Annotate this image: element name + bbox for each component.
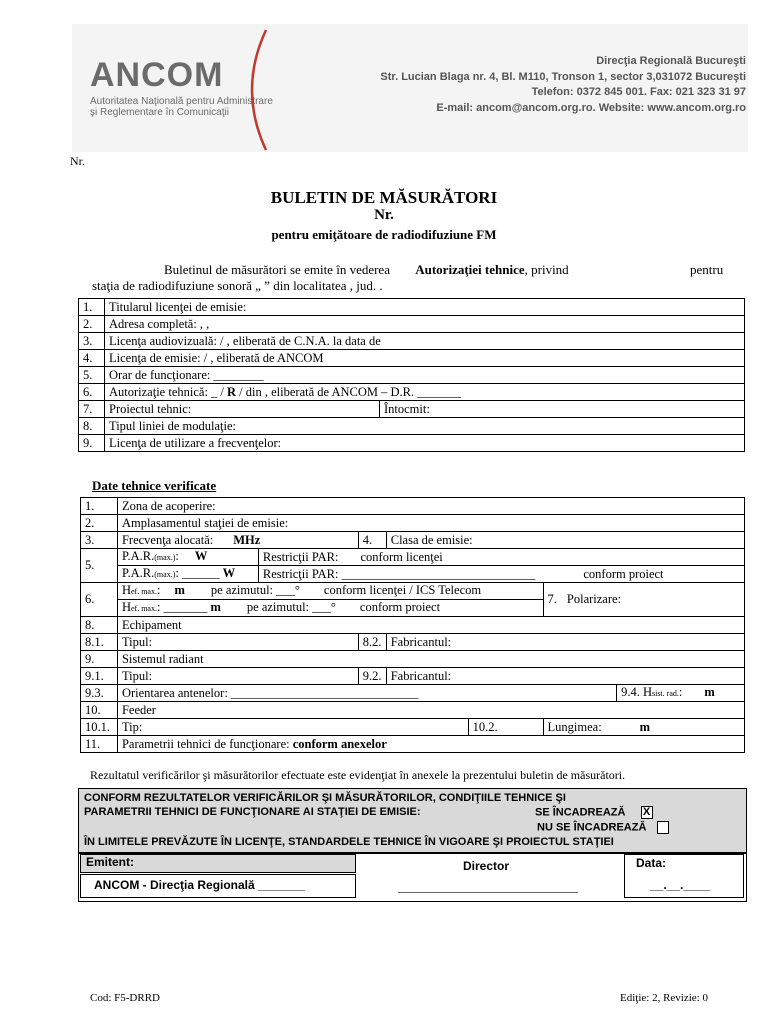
- cell-text: Restricţii PAR: _______________________________: [262, 566, 536, 581]
- table-cell: Fabricantul:: [386, 634, 744, 651]
- cell-text: P.A.R.: [121, 566, 155, 580]
- cell-text: conform licenţei / ICS Telecom: [323, 583, 482, 597]
- table-cell: Licenţa de utilizare a frecvenţelor:: [105, 435, 745, 452]
- table-cell: [117, 532, 358, 549]
- table-cell: Hef. max.: m pe azimutul: ___° conform licenţei / ICS Telecom: [117, 583, 543, 600]
- cell-text: : _______: [156, 600, 211, 614]
- table-cell: [105, 384, 745, 401]
- option-noncompliant: NU SE ÎNCADREAZĂ: [537, 821, 669, 835]
- table-cell: Întocmit:: [380, 401, 745, 418]
- cell-text: H: [642, 685, 652, 699]
- logo-arc-icon: [236, 28, 276, 152]
- cell-text: W: [194, 549, 208, 563]
- edition-revision: Ediţie: 2, Revizie: 0: [620, 992, 708, 1004]
- cell-text: W: [222, 566, 236, 580]
- date-label: Data:: [636, 856, 667, 870]
- table-row: [81, 566, 745, 583]
- table-cell: Feeder: [117, 702, 744, 719]
- logo-subtitle: Autoritatea Naţională pentru Administrare şi Reglementare în Comunicaţii: [90, 96, 273, 118]
- cell-text: pe azimutul: ___°: [210, 583, 300, 597]
- table-cell: 9.: [79, 435, 105, 452]
- table-row: [81, 685, 745, 702]
- cell-text: / din , eliberată de ANCOM – D.R. _______: [236, 384, 462, 399]
- section-title: Date tehnice verificate: [92, 478, 217, 493]
- phone-fax: Telefon: 0372 845 001. Fax: 021 323 31 97: [531, 86, 746, 98]
- table-cell: Tipul:: [117, 668, 358, 685]
- contact-block: [380, 54, 746, 116]
- cell-text: Parametrii tehnici de funcţionare:: [121, 736, 290, 751]
- table-cell: 8.2.: [358, 634, 386, 651]
- cell-text: Restricţii PAR:: [262, 549, 339, 564]
- table-cell: 6.: [79, 384, 105, 401]
- table-row: [79, 316, 745, 333]
- table-cell: 11.: [81, 736, 118, 753]
- director-signature-line: ______________________________: [398, 880, 578, 894]
- intro-line2: staţia de radiodifuziune sonoră „ ” din localitatea , jud. .: [92, 278, 383, 293]
- table-cell: 9.4. Hsist. rad.: m: [617, 685, 745, 702]
- cell-text: conform licenţei: [360, 549, 443, 564]
- table-cell: Licenţa de emisie: / , eliberată de ANCOM: [105, 350, 745, 367]
- table-cell: Echipament: [117, 617, 744, 634]
- doc-title-number: Nr.: [374, 207, 394, 223]
- cell-text: m: [210, 600, 221, 614]
- table-row: [79, 367, 745, 384]
- table-cell: Orar de funcţionare: ________: [105, 367, 745, 384]
- conformity-line3: ÎN LIMITELE PREVĂZUTE ÎN LICENŢE, STANDARDELE TEHNICE ÎN VIGOARE ŞI PROIECTUL STAŢIEI: [84, 836, 614, 848]
- table-row: [81, 719, 745, 736]
- table-cell: 7.: [79, 401, 105, 418]
- table-cell: [543, 583, 744, 617]
- cell-text: (max.): [154, 570, 176, 579]
- table-row: [79, 350, 745, 367]
- intro-right: pentru: [690, 262, 724, 277]
- table-cell: Amplasamentul staţiei de emisie:: [117, 515, 744, 532]
- cell-text: m: [704, 685, 715, 699]
- table-row: [81, 736, 745, 753]
- table-cell: 8.: [79, 418, 105, 435]
- result-note: Rezultatul verificărilor şi măsurătorilor efectuate este evidenţiat în anexele la prezentului buletin de măsurători.: [90, 768, 626, 782]
- table-row: [79, 333, 745, 350]
- cell-text: 7.: [547, 592, 557, 606]
- table-cell: Fabricantul:: [386, 668, 744, 685]
- table-row: [81, 515, 745, 532]
- table-cell: [117, 566, 258, 583]
- conformity-line1: CONFORM REZULTATELOR VERIFICĂRILOR ŞI MĂSURĂTORILOR, CONDIŢIILE TEHNICE ŞI: [84, 792, 566, 804]
- cell-text: conform proiect: [359, 600, 441, 614]
- doc-subtitle: pentru emiţătoare de radiodifuziune FM: [271, 227, 497, 242]
- date-value: __.__.____: [650, 878, 711, 892]
- table-row: [81, 702, 745, 719]
- cell-text: conform proiect: [583, 566, 664, 581]
- form-code: Cod: F5-DRRD: [90, 992, 160, 1004]
- table-row: [81, 651, 745, 668]
- table-row: [79, 384, 745, 401]
- table-cell: Clasa de emisie:: [386, 532, 744, 549]
- table-cell: [258, 566, 744, 583]
- table-cell: 9.2.: [358, 668, 386, 685]
- table-cell: Tipul:: [117, 634, 358, 651]
- conformity-line2: PARAMETRII TEHNICI DE FUNCŢIONARE AI STAŢIEI DE EMISIE:: [84, 806, 421, 818]
- cell-text: conform anexelor: [292, 736, 387, 751]
- table-cell: Tipul liniei de modulaţie:: [105, 418, 745, 435]
- table-cell: Sistemul radiant: [117, 651, 744, 668]
- cell-text: sist. rad.: [651, 689, 679, 698]
- license-table: [78, 298, 745, 452]
- table-cell: 8.: [81, 617, 118, 634]
- cell-text: Lungimea:: [547, 719, 602, 734]
- address: Str. Lucian Blaga nr. 4, Bl. M110, Tronson 1, sector 3,031072 Bucureşti: [380, 70, 746, 83]
- emitent-value: ANCOM - Direcţia Regională _______: [94, 878, 305, 892]
- director-label: Director: [463, 859, 510, 873]
- technical-data-table: [80, 497, 745, 753]
- table-row: [81, 549, 745, 566]
- table-cell: 1.: [79, 299, 105, 316]
- emitent-label: Emitent:: [86, 855, 134, 869]
- cell-text: (max.): [154, 553, 176, 562]
- table-row: [81, 617, 745, 634]
- cell-text: H: [121, 583, 131, 597]
- table-cell: 4.: [358, 532, 386, 549]
- table-cell: P.A.R.(max.): W: [117, 549, 258, 566]
- table-cell: 3.: [79, 333, 105, 350]
- table-cell: 6.: [81, 583, 118, 617]
- table-row: [79, 418, 745, 435]
- table-cell: 9.3.: [81, 685, 118, 702]
- table-row: [81, 668, 745, 685]
- table-row: [81, 498, 745, 515]
- table-cell: Adresa completă: , ,: [105, 316, 745, 333]
- table-cell: Tip:: [117, 719, 468, 736]
- ancom-logo: ANCOM: [90, 56, 224, 94]
- table-row: [79, 401, 745, 418]
- table-cell: Zona de acoperire:: [117, 498, 744, 515]
- doc-title: BULETIN DE MĂSURĂTORI: [270, 188, 498, 207]
- table-row: [81, 532, 745, 549]
- table-cell: 5.: [81, 549, 118, 583]
- table-cell: 2.: [79, 316, 105, 333]
- cell-text: P.A.R.: [121, 549, 155, 563]
- table-row: [81, 634, 745, 651]
- cell-text: m: [174, 583, 185, 597]
- table-cell: [258, 549, 744, 566]
- table-cell: [117, 736, 744, 753]
- cell-text: Polarizare:: [566, 592, 622, 606]
- table-cell: 2.: [81, 515, 118, 532]
- table-row: [79, 299, 745, 316]
- table-cell: Titularul licenţei de emisie:: [105, 299, 745, 316]
- table-cell: Orientarea antenelor: ______________________________: [117, 685, 616, 702]
- table-cell: 3.: [81, 532, 118, 549]
- noncompliant-checkbox[interactable]: [657, 821, 669, 834]
- cell-text: Autorizaţie tehnică: _ /: [109, 384, 228, 399]
- table-cell: 9.1.: [81, 668, 118, 685]
- table-cell: 1.: [81, 498, 118, 515]
- table-row: [79, 435, 745, 452]
- table-cell: Proiectul tehnic:: [105, 401, 380, 418]
- cell-text: pe azimutul: ___°: [246, 600, 336, 614]
- cell-text: ef. max.: [130, 604, 157, 613]
- cell-text: m: [639, 719, 651, 734]
- cell-text: : ______: [175, 566, 223, 580]
- table-cell: [543, 719, 744, 736]
- doc-number-label: Nr.: [70, 154, 85, 168]
- table-cell: [117, 600, 543, 617]
- table-row: [81, 583, 745, 600]
- table-cell: 5.: [79, 367, 105, 384]
- intro-line1: Buletinul de măsurători se emite în vederea Autorizaţiei tehnice, privind: [164, 262, 569, 277]
- cell-text: R: [227, 384, 237, 399]
- table-cell: 10.1.: [81, 719, 118, 736]
- table-cell: 8.1.: [81, 634, 118, 651]
- table-cell: 9.: [81, 651, 118, 668]
- cell-text: 9.4.: [621, 685, 640, 699]
- table-cell: 10.: [81, 702, 118, 719]
- cell-text: ef. max.: [130, 587, 157, 596]
- table-cell: Licenţa audiovizuală: / , eliberată de C.N.A. la data de: [105, 333, 745, 350]
- table-cell: 10.2.: [468, 719, 543, 736]
- cell-text: H: [121, 600, 131, 614]
- cell-text: Frecvenţa alocată:: [121, 532, 214, 547]
- email-website: E-mail: ancom@ancom.org.ro. Website: www.ancom.org.ro: [436, 101, 746, 114]
- table-cell: 4.: [79, 350, 105, 367]
- option-compliant: SE ÎNCADREAZĂ X: [535, 806, 653, 820]
- regional-office: Direcţia Regională Bucureşti: [596, 55, 746, 67]
- compliant-checkbox[interactable]: X: [641, 806, 653, 819]
- cell-text: MHz: [233, 532, 261, 547]
